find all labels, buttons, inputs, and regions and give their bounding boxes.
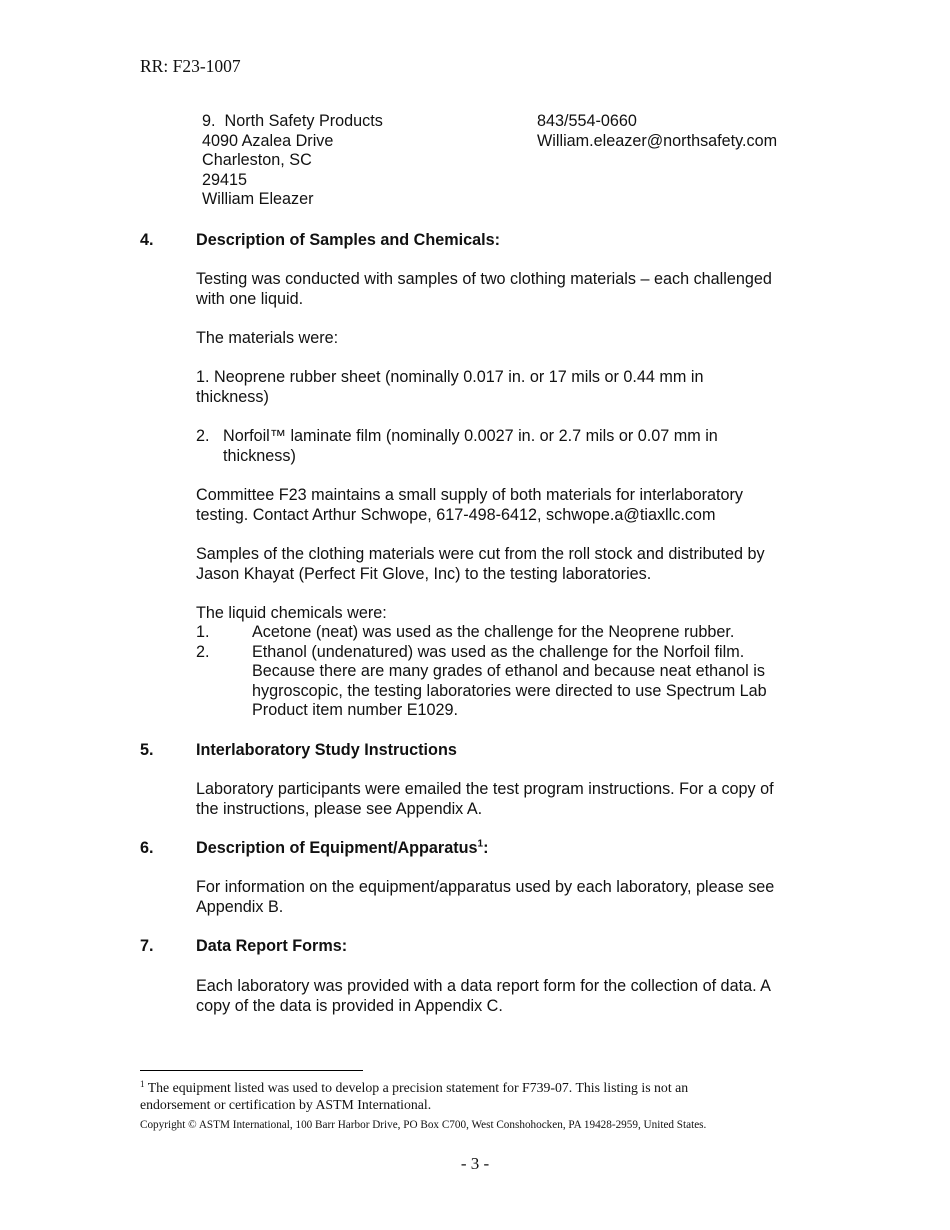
page-number: - 3 - xyxy=(460,1154,490,1173)
paragraph-line: 1. Neoprene rubber sheet (nominally 0.017 in. or 17 mils or 0.44 mm in xyxy=(196,368,704,386)
paragraph-line: Testing was conducted with samples of two clothing materials – each challenged xyxy=(196,270,772,288)
chemicals-intro: The liquid chemicals were: xyxy=(196,604,387,622)
contact-name-line xyxy=(202,112,383,132)
paragraph-line: Jason Khayat (Perfect Fit Glove, Inc) to the testing laboratories. xyxy=(196,564,652,583)
section-4-number: 4. xyxy=(140,231,154,249)
footnote-reference: 1 xyxy=(477,838,484,850)
chemical-item-2 xyxy=(252,643,821,721)
paragraph-line: hygroscopic, the testing laboratories were directed to use Spectrum Lab xyxy=(252,681,767,700)
section-6-title xyxy=(196,839,488,859)
contact-details-block xyxy=(537,112,777,151)
section-7-number: 7. xyxy=(140,937,154,955)
paragraph-line: Ethanol (undenatured) was used as the challenge for the Norfoil film. xyxy=(252,642,745,661)
paragraph-line: Samples of the clothing materials were cut from the roll stock and distributed by xyxy=(196,545,765,563)
contact-zip: 29415 xyxy=(202,170,248,189)
report-id-header: RR: F23-1007 xyxy=(140,56,241,76)
section-4-title: Description of Samples and Chemicals: xyxy=(196,231,501,249)
contact-phone: 843/554-0660 xyxy=(537,112,637,130)
section-4-intro-paragraph xyxy=(196,270,821,309)
chemical-item-1: Acetone (neat) was used as the challenge for the Neoprene rubber. xyxy=(252,623,735,641)
section-5-paragraph xyxy=(196,780,821,819)
section-6-number: 6. xyxy=(140,839,154,857)
paragraph-line: thickness) xyxy=(196,387,269,406)
paragraph-line: Appendix B. xyxy=(196,897,284,916)
section-6-title-text: Description of Equipment/Apparatus xyxy=(196,839,478,857)
paragraph-line: thickness) xyxy=(223,446,296,465)
paragraph-line: Each laboratory was provided with a data report form for the collection of data. A xyxy=(196,977,771,995)
materials-intro: The materials were: xyxy=(196,329,339,347)
section-7-title: Data Report Forms: xyxy=(196,937,348,955)
material-item-2 xyxy=(196,427,821,467)
section-5-title: Interlaboratory Study Instructions xyxy=(196,741,457,759)
footnote-line-1 xyxy=(140,1079,820,1096)
committee-paragraph xyxy=(196,486,821,525)
list-number: 2. xyxy=(196,427,210,445)
footnote-line-2: endorsement or certification by ASTM International. xyxy=(140,1097,432,1112)
list-number: 1. xyxy=(196,623,210,641)
material-item-1 xyxy=(196,368,821,407)
footnote-marker: 1 xyxy=(140,1079,145,1089)
footnote-text: The equipment listed was used to develop a precision statement for F739-07. This listing is not an xyxy=(147,1080,689,1095)
paragraph-line: copy of the data is provided in Appendix C. xyxy=(196,996,503,1015)
paragraph-line: testing. Contact Arthur Schwope, 617-498-6412, schwope.a@tiaxllc.com xyxy=(196,505,716,524)
samples-paragraph xyxy=(196,545,821,584)
section-6-title-colon: : xyxy=(483,839,489,857)
section-7-paragraph xyxy=(196,977,821,1016)
footnote xyxy=(140,1079,820,1113)
paragraph-line: Norfoil™ laminate film (nominally 0.0027 in. or 2.7 mils or 0.07 mm in xyxy=(223,427,718,445)
list-number: 2. xyxy=(196,642,210,661)
section-6-paragraph xyxy=(196,878,821,917)
contact-city: Charleston, SC xyxy=(202,151,312,170)
copyright-notice: Copyright © ASTM International, 100 Barr Harbor Drive, PO Box C700, West Conshohocken, PA 19428-2959, United States. xyxy=(140,1119,707,1131)
paragraph-line: For information on the equipment/apparatus used by each laboratory, please see xyxy=(196,878,775,896)
section-5-number: 5. xyxy=(140,741,154,759)
paragraph-line: Product item number E1029. xyxy=(252,701,459,720)
contact-number: 9. xyxy=(202,112,216,130)
contact-address-block xyxy=(202,112,383,210)
paragraph-line: Because there are many grades of ethanol and because neat ethanol is xyxy=(252,662,765,681)
paragraph-line: the instructions, please see Appendix A. xyxy=(196,799,483,818)
paragraph-line: Committee F23 maintains a small supply of both materials for interlaboratory xyxy=(196,486,744,504)
contact-street: 4090 Azalea Drive xyxy=(202,131,334,150)
contact-person: William Eleazer xyxy=(202,190,314,209)
contact-email: William.eleazer@northsafety.com xyxy=(537,131,778,150)
footnote-divider xyxy=(140,1070,363,1071)
chemical-list xyxy=(196,623,821,723)
paragraph-line: Laboratory participants were emailed the test program instructions. For a copy of xyxy=(196,780,774,798)
paragraph-line: with one liquid. xyxy=(196,289,304,308)
contact-name: North Safety Products xyxy=(224,112,383,130)
